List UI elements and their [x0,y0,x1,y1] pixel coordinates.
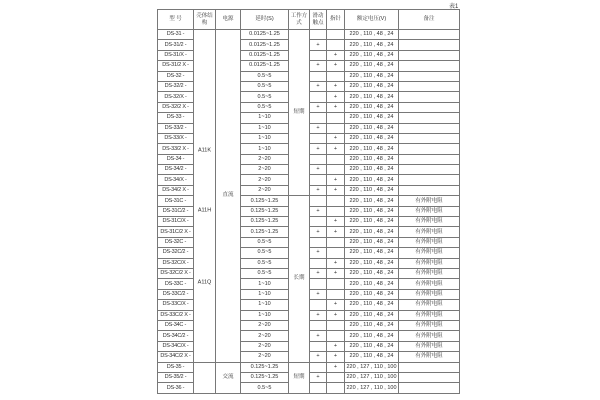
delay-cell: 0.5~5 [241,92,289,102]
voltage-cell: 220 , 110 , 48 , 24 [345,217,399,227]
header-power: 电源 [216,10,241,30]
voltage-cell: 220 , 110 , 48 , 24 [345,341,399,351]
model-cell: DS-33/2 X - [158,144,194,154]
header-row [158,10,460,30]
remark-cell: 有外附电阻 [399,310,460,320]
voltage-cell: 220 , 110 , 48 , 24 [345,206,399,216]
model-cell: DS-32/2 X - [158,102,194,112]
delay-cell: 2~20 [241,185,289,195]
sliding-contact-cell: + [310,61,327,71]
pointer-cell [327,372,345,382]
voltage-cell: 220 , 110 , 48 , 24 [345,123,399,133]
remark-cell [399,61,460,71]
pointer-cell [327,279,345,289]
delay-cell: 0.125~1.25 [241,372,289,382]
pointer-cell [327,113,345,123]
voltage-cell: 220 , 110 , 48 , 24 [345,196,399,206]
voltage-cell: 220 , 110 , 48 , 24 [345,310,399,320]
voltage-cell: 220 , 110 , 48 , 24 [345,289,399,299]
model-cell: DS-33C - [158,279,194,289]
model-cell: DS-32C - [158,237,194,247]
sliding-contact-cell [310,237,327,247]
sliding-contact-cell [310,362,327,372]
delay-cell: 0.5~5 [241,71,289,81]
voltage-cell: 220 , 110 , 48 , 24 [345,175,399,185]
sliding-contact-cell [310,383,327,393]
pointer-cell [327,248,345,258]
pointer-cell [327,123,345,133]
model-cell: DS-31/X - [158,50,194,60]
remark-cell [399,185,460,195]
sliding-contact-cell: + [310,310,327,320]
pointer-cell: + [327,81,345,91]
delay-cell: 1~10 [241,300,289,310]
voltage-cell: 220 , 110 , 48 , 24 [345,92,399,102]
remark-cell [399,154,460,164]
voltage-cell: 220 , 110 , 48 , 24 [345,248,399,258]
remark-cell [399,102,460,112]
pointer-cell: + [327,175,345,185]
pointer-cell [327,320,345,330]
remark-cell [399,92,460,102]
sliding-contact-cell: + [310,248,327,258]
work-mode-cell: 短期 [289,30,310,196]
delay-cell: 1~10 [241,279,289,289]
voltage-cell: 220 , 110 , 48 , 24 [345,352,399,362]
remark-cell: 有外附电阻 [399,217,460,227]
delay-cell: 0.125~1.25 [241,362,289,372]
sliding-contact-cell: + [310,123,327,133]
sliding-contact-cell [310,113,327,123]
sliding-contact-cell [310,50,327,60]
sliding-contact-cell: + [310,81,327,91]
delay-cell: 1~10 [241,133,289,143]
pointer-cell: + [327,61,345,71]
voltage-cell: 220 , 110 , 48 , 24 [345,258,399,268]
sliding-contact-cell [310,217,327,227]
remark-cell [399,71,460,81]
sliding-contact-cell [310,133,327,143]
remark-cell: 有外附电阻 [399,320,460,330]
delay-cell: 2~20 [241,341,289,351]
delay-cell: 0.5~5 [241,102,289,112]
remark-cell: 有外附电阻 [399,206,460,216]
remark-cell [399,144,460,154]
housing-structure-cell [194,362,216,393]
pointer-cell: + [327,352,345,362]
remark-cell [399,372,460,382]
remark-cell: 有外附电阻 [399,196,460,206]
pointer-cell [327,196,345,206]
sliding-contact-cell: + [310,206,327,216]
model-cell: DS-36 - [158,383,194,393]
sliding-contact-cell [310,92,327,102]
voltage-cell: 220 , 110 , 48 , 24 [345,185,399,195]
delay-cell: 0.5~5 [241,383,289,393]
delay-cell: 0.5~5 [241,248,289,258]
delay-cell: 0.5~5 [241,81,289,91]
pointer-cell [327,165,345,175]
pointer-cell: + [327,268,345,278]
spec-table [157,9,460,394]
remark-cell: 有外附电阻 [399,258,460,268]
model-cell: DS-31C - [158,196,194,206]
remark-cell: 有外附电阻 [399,279,460,289]
model-cell: DS-31/2 X - [158,61,194,71]
remark-cell [399,383,460,393]
header-remark: 备注 [399,10,460,30]
model-cell: DS-32/2 - [158,81,194,91]
delay-cell: 1~10 [241,113,289,123]
sliding-contact-cell [310,154,327,164]
model-cell: DS-34/X - [158,175,194,185]
pointer-cell: + [327,102,345,112]
pointer-cell: + [327,50,345,60]
model-cell: DS-32 - [158,71,194,81]
sliding-contact-cell [310,196,327,206]
remark-cell: 有外附电阻 [399,227,460,237]
model-cell: DS-33C/X - [158,300,194,310]
model-cell: DS-35/2 - [158,372,194,382]
delay-cell: 0.125~1.25 [241,206,289,216]
delay-cell: 0.0125~1.25 [241,50,289,60]
model-cell: DS-31/2 - [158,40,194,50]
voltage-cell: 220 , 110 , 48 , 24 [345,102,399,112]
sliding-contact-cell: + [310,144,327,154]
pointer-cell: + [327,300,345,310]
model-cell: DS-33 - [158,113,194,123]
delay-cell: 0.125~1.25 [241,196,289,206]
delay-cell: 0.125~1.25 [241,227,289,237]
model-cell: DS-31C/2 - [158,206,194,216]
pointer-cell [327,30,345,40]
delay-cell: 0.5~5 [241,268,289,278]
header-housing: 壳体结构 [194,10,216,30]
sliding-contact-cell [310,300,327,310]
voltage-cell: 220 , 110 , 48 , 24 [345,30,399,40]
remark-cell: 有外附电阻 [399,341,460,351]
remark-cell [399,113,460,123]
pointer-cell: + [327,258,345,268]
sliding-contact-cell [310,71,327,81]
remark-cell: 有外附电阻 [399,300,460,310]
pointer-cell [327,237,345,247]
model-cell: DS-31 - [158,30,194,40]
voltage-cell: 220 , 110 , 48 , 24 [345,154,399,164]
sliding-contact-cell: + [310,40,327,50]
model-cell: DS-34C/2 X - [158,352,194,362]
model-cell: DS-34C/X - [158,341,194,351]
power-cell: 直流 [216,30,241,363]
delay-cell: 0.0125~1.25 [241,61,289,71]
voltage-cell: 220 , 127 , 110 , 100 [345,372,399,382]
model-cell: DS-33C/2 - [158,289,194,299]
remark-cell [399,30,460,40]
sliding-contact-cell: + [310,289,327,299]
model-cell: DS-34 - [158,154,194,164]
voltage-cell: 220 , 110 , 48 , 24 [345,133,399,143]
voltage-cell: 220 , 110 , 48 , 24 [345,320,399,330]
sliding-contact-cell: + [310,331,327,341]
pointer-cell: + [327,185,345,195]
header-delay: 延时(S) [241,10,289,30]
remark-cell [399,40,460,50]
sliding-contact-cell [310,320,327,330]
sliding-contact-cell [310,30,327,40]
voltage-cell: 220 , 110 , 48 , 24 [345,268,399,278]
remark-cell: 有外附电阻 [399,331,460,341]
voltage-cell: 220 , 110 , 48 , 24 [345,50,399,60]
pointer-cell: + [327,144,345,154]
pointer-cell [327,331,345,341]
model-cell: DS-34C - [158,320,194,330]
housing-label: A11K [197,147,212,154]
remark-cell [399,133,460,143]
work-mode-cell: 短期 [289,362,310,393]
voltage-cell: 220 , 127 , 110 , 100 [345,383,399,393]
sliding-contact-cell: + [310,227,327,237]
pointer-cell: + [327,310,345,320]
header-pointer: 指针 [327,10,345,30]
remark-cell [399,81,460,91]
model-cell: DS-32C/X - [158,258,194,268]
remark-cell [399,165,460,175]
delay-cell: 2~20 [241,320,289,330]
remark-cell: 有外附电阻 [399,248,460,258]
table-row [158,30,460,40]
sliding-contact-cell [310,279,327,289]
delay-cell: 2~20 [241,165,289,175]
voltage-cell: 220 , 110 , 48 , 24 [345,300,399,310]
delay-cell: 0.125~1.25 [241,217,289,227]
pointer-cell: + [327,341,345,351]
delay-cell: 2~20 [241,352,289,362]
header-model: 型 号 [158,10,194,30]
voltage-cell: 220 , 127 , 110 , 100 [345,362,399,372]
voltage-cell: 220 , 110 , 48 , 24 [345,113,399,123]
remark-cell [399,50,460,60]
remark-cell [399,362,460,372]
voltage-cell: 220 , 110 , 48 , 24 [345,237,399,247]
table-row [158,362,460,372]
model-cell: DS-34/2 - [158,165,194,175]
housing-structure-cell [194,30,216,363]
pointer-cell: + [327,133,345,143]
model-cell: DS-32C/2 - [158,248,194,258]
delay-cell: 1~10 [241,289,289,299]
pointer-cell: + [327,227,345,237]
pointer-cell: + [327,217,345,227]
model-cell: DS-31C/X - [158,217,194,227]
pointer-cell [327,71,345,81]
header-work-mode: 工作方式 [289,10,310,30]
voltage-cell: 220 , 110 , 48 , 24 [345,61,399,71]
pointer-cell: + [327,92,345,102]
sliding-contact-cell: + [310,268,327,278]
pointer-cell [327,40,345,50]
housing-label: A11Q [197,279,212,286]
model-cell: DS-32C/2 X - [158,268,194,278]
pointer-cell: + [327,362,345,372]
voltage-cell: 220 , 110 , 48 , 24 [345,71,399,81]
voltage-cell: 220 , 110 , 48 , 24 [345,279,399,289]
pointer-cell [327,154,345,164]
delay-cell: 1~10 [241,310,289,320]
voltage-cell: 220 , 110 , 48 , 24 [345,40,399,50]
sliding-contact-cell: + [310,102,327,112]
model-cell: DS-35 - [158,362,194,372]
sliding-contact-cell [310,341,327,351]
delay-cell: 0.0125~1.25 [241,30,289,40]
model-cell: DS-33/2 - [158,123,194,133]
voltage-cell: 220 , 110 , 48 , 24 [345,81,399,91]
delay-cell: 0.5~5 [241,258,289,268]
model-cell: DS-31C/2 X - [158,227,194,237]
delay-cell: 0.5~5 [241,237,289,247]
remark-cell: 有外附电阻 [399,237,460,247]
remark-cell [399,123,460,133]
voltage-cell: 220 , 110 , 48 , 24 [345,227,399,237]
header-sliding-contact: 滑动触点 [310,10,327,30]
sliding-contact-cell [310,175,327,185]
remark-cell: 有外附电阻 [399,268,460,278]
pointer-cell [327,206,345,216]
sliding-contact-cell: + [310,165,327,175]
model-cell: DS-34/2 X - [158,185,194,195]
model-cell: DS-34C/2 - [158,331,194,341]
delay-cell: 0.0125~1.25 [241,40,289,50]
pointer-cell [327,383,345,393]
delay-cell: 1~10 [241,123,289,133]
delay-cell: 2~20 [241,331,289,341]
voltage-cell: 220 , 110 , 48 , 24 [345,144,399,154]
sliding-contact-cell [310,258,327,268]
delay-cell: 1~10 [241,144,289,154]
voltage-cell: 220 , 110 , 48 , 24 [345,165,399,175]
sliding-contact-cell: + [310,372,327,382]
model-cell: DS-32/X - [158,92,194,102]
remark-cell [399,175,460,185]
model-cell: DS-33/X - [158,133,194,143]
housing-label: A11H [197,207,212,214]
header-rated-voltage: 额定电压(V) [345,10,399,30]
work-mode-cell: 长期 [289,196,310,362]
remark-cell: 有外附电阻 [399,352,460,362]
delay-cell: 2~20 [241,154,289,164]
delay-cell: 2~20 [241,175,289,185]
model-cell: DS-33C/2 X - [158,310,194,320]
sliding-contact-cell: + [310,185,327,195]
power-cell: 交流 [216,362,241,393]
pointer-cell [327,289,345,299]
voltage-cell: 220 , 110 , 48 , 24 [345,331,399,341]
table-number-label: 表1 [449,4,459,10]
sliding-contact-cell: + [310,352,327,362]
remark-cell: 有外附电阻 [399,289,460,299]
